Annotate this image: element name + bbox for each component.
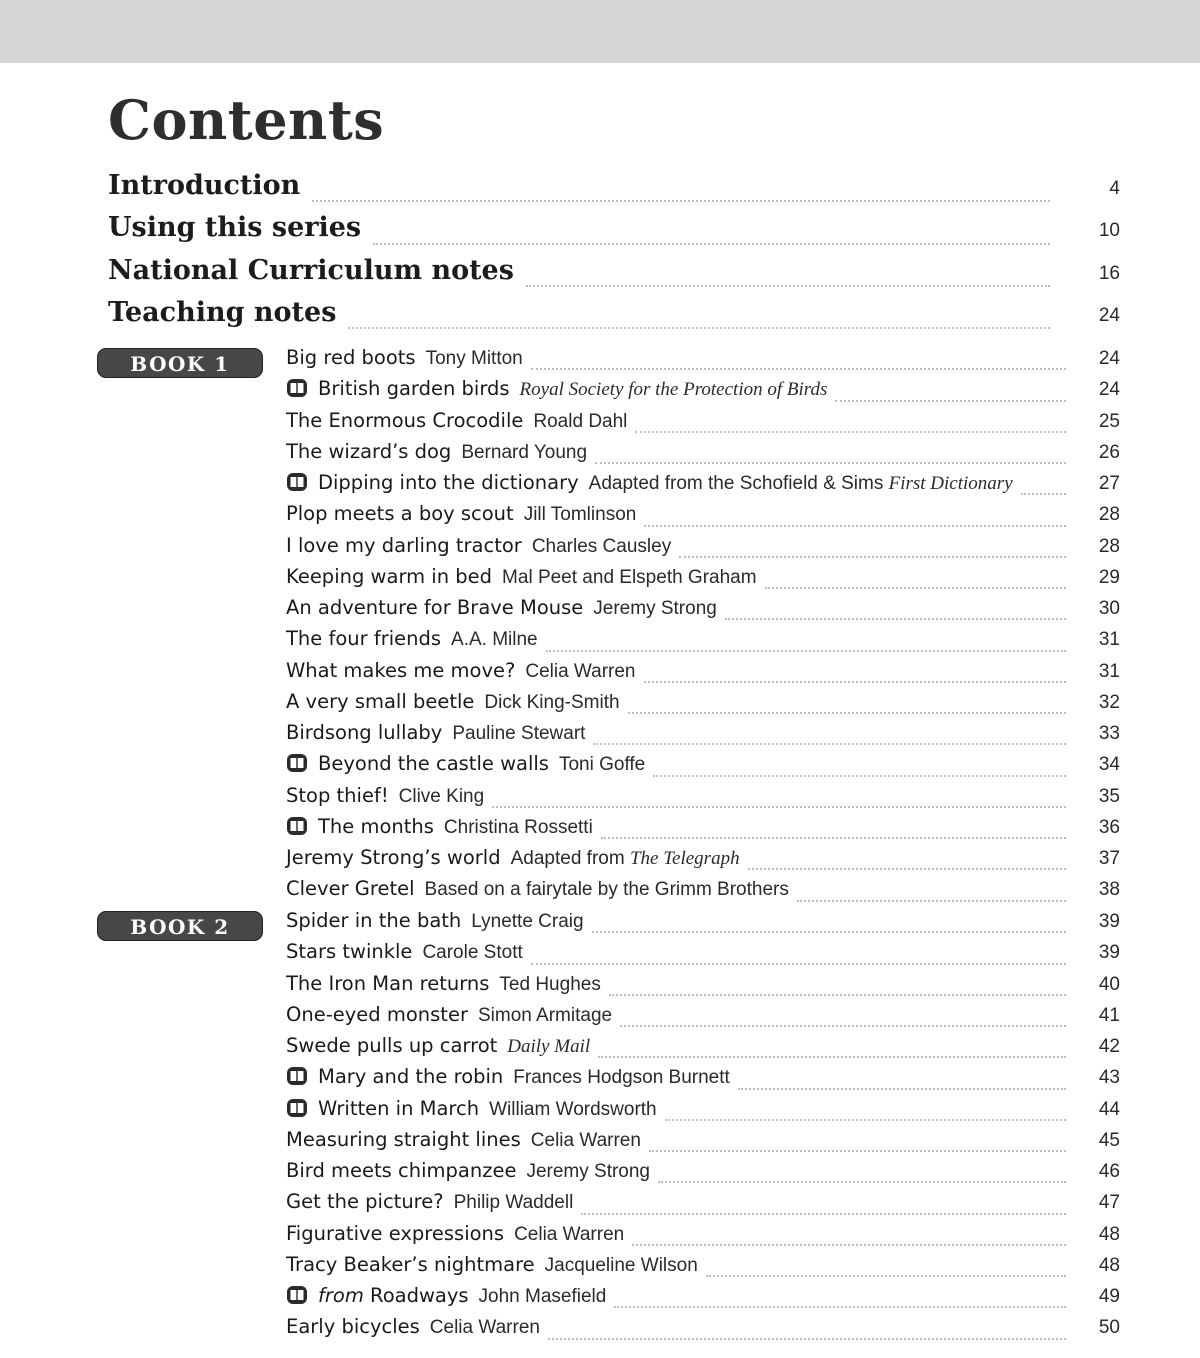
entry-author: A.A. Milne — [451, 629, 538, 651]
entry-author: Pauline Stewart — [452, 723, 586, 744]
entry-author-group — [425, 879, 789, 901]
dot-leader — [531, 963, 1066, 965]
page-number: 28 — [1098, 504, 1120, 526]
dot-leader — [644, 525, 1066, 527]
entry-title-group — [286, 627, 441, 650]
entry-author: Carole Stott — [422, 942, 523, 964]
toc-entry[interactable] — [286, 1128, 1120, 1159]
dot-leader — [765, 587, 1066, 589]
toc-label: Introduction — [108, 170, 301, 201]
dot-leader — [658, 1181, 1066, 1183]
dot-leader — [653, 775, 1066, 777]
entry-author: John Masefield — [478, 1286, 607, 1307]
entry-author-group — [533, 411, 627, 433]
entry-author-group — [589, 473, 1013, 495]
toc-entry[interactable] — [286, 409, 1120, 440]
page-number: 36 — [1098, 816, 1120, 838]
entry-author: Dick King-Smith — [484, 691, 620, 713]
entry-title: Bird meets chimpanzee — [286, 1159, 517, 1182]
entry-title-group — [286, 377, 510, 400]
page-number: 24 — [1098, 379, 1120, 401]
toc-entry[interactable] — [286, 877, 1120, 908]
page-number: 46 — [1098, 1161, 1120, 1182]
entry-author-group — [520, 379, 828, 401]
toc-entry[interactable] — [286, 534, 1120, 565]
page-number: 24 — [1098, 348, 1120, 369]
dot-leader — [649, 1150, 1066, 1152]
dot-leader — [492, 806, 1066, 808]
page-number: 37 — [1098, 848, 1120, 869]
entry-author-group — [507, 1036, 590, 1058]
entry-author-group — [471, 911, 583, 933]
dot-leader — [628, 712, 1066, 714]
entry-title: Early bicycles — [286, 1315, 420, 1339]
dot-leader — [725, 618, 1066, 620]
entry-author-group — [514, 1224, 624, 1246]
toc-entry[interactable] — [286, 346, 1120, 377]
entry-author: Frances Hodgson Burnett — [513, 1067, 730, 1089]
page-number: 47 — [1098, 1192, 1120, 1214]
toc-label: National Curriculum notes — [108, 254, 514, 286]
entry-author: Adapted from the Schofield & Sims — [588, 473, 884, 494]
entry-author-group — [422, 942, 522, 964]
dot-leader — [835, 400, 1066, 402]
page-number: 39 — [1098, 911, 1120, 932]
toc-entry[interactable] — [286, 377, 1120, 408]
page-number: 45 — [1098, 1129, 1120, 1151]
entry-title-group — [286, 784, 389, 807]
entry-title: Spider in the bath — [286, 909, 462, 932]
toc-entry[interactable] — [286, 972, 1120, 1003]
entry-author: Clive King — [398, 785, 485, 807]
dot-leader — [373, 243, 1050, 245]
entry-title-group — [286, 752, 549, 775]
entry-author: Tony Mitton — [425, 348, 523, 369]
entry-title: Jeremy Strong’s world — [286, 846, 501, 869]
toc-entry[interactable] — [286, 502, 1120, 533]
dot-leader — [635, 431, 1066, 433]
entry-author: Jeremy Strong — [593, 598, 717, 619]
entry-author-group — [525, 661, 635, 683]
entry-author-group — [454, 1192, 574, 1214]
entry-author-group — [451, 629, 538, 651]
toc-entry[interactable] — [286, 1253, 1120, 1284]
toc-entry[interactable] — [286, 1065, 1120, 1096]
entry-author: William Wordsworth — [489, 1098, 657, 1120]
dot-leader — [665, 1119, 1066, 1121]
toc-entry[interactable] — [286, 846, 1120, 877]
dot-leader — [601, 837, 1066, 839]
entry-title-group — [286, 409, 523, 432]
entry-title-group — [286, 846, 501, 869]
dot-leader — [546, 650, 1066, 652]
open-book-icon — [286, 472, 308, 492]
entry-title-prefix: from — [318, 1284, 364, 1307]
entry-author-group — [593, 598, 717, 620]
toc-entry[interactable] — [286, 1003, 1120, 1034]
entry-title: An adventure for Brave Mouse — [286, 596, 584, 619]
entry-author-group — [526, 1161, 650, 1183]
entry-source-title: First Dictionary — [888, 473, 1013, 494]
entry-title-group — [286, 440, 451, 463]
entry-author: Celia Warren — [530, 1129, 641, 1151]
entry-author: Mal Peet and Elspeth Graham — [502, 566, 757, 588]
page-number: 48 — [1098, 1254, 1120, 1276]
toc-entry[interactable] — [286, 596, 1120, 627]
entry-title-group — [286, 502, 514, 525]
toc-row-introduction[interactable] — [108, 170, 1120, 212]
entry-title-group — [286, 1003, 468, 1026]
page-number: 39 — [1098, 942, 1120, 964]
entry-title: Tracy Beaker’s nightmare — [286, 1252, 535, 1276]
toc-entry[interactable] — [286, 1284, 1120, 1315]
toc-entry[interactable] — [286, 1034, 1120, 1065]
entry-title: British garden birds — [318, 377, 510, 401]
entry-title: The Iron Man returns — [286, 971, 490, 995]
entry-author-group — [478, 1005, 612, 1027]
open-book-icon — [286, 816, 308, 836]
entry-title: Swede pulls up carrot — [286, 1034, 498, 1057]
entry-title-group — [286, 565, 492, 588]
entry-title: Stop thief! — [286, 783, 389, 807]
entry-author-group — [489, 1099, 657, 1121]
toc-entry[interactable] — [286, 1222, 1120, 1253]
entry-title-group — [286, 596, 583, 619]
entry-title-group — [286, 1034, 497, 1057]
entry-title: Mary and the robin — [318, 1065, 504, 1089]
page-number: 28 — [1098, 535, 1120, 557]
entry-author: Celia Warren — [429, 1317, 540, 1339]
entry-author: Lynette Craig — [471, 911, 584, 932]
entry-author-group — [452, 723, 585, 745]
dot-leader — [592, 931, 1066, 933]
entry-title-group — [286, 1159, 516, 1182]
entry-author-group — [444, 817, 593, 839]
page-number: 29 — [1098, 566, 1120, 588]
entry-title-group — [286, 1128, 521, 1151]
entry-author: Philip Waddell — [453, 1192, 574, 1214]
page-number: 43 — [1098, 1067, 1120, 1089]
entry-title: One-eyed monster — [286, 1002, 468, 1026]
entry-title-group — [286, 940, 412, 963]
entry-author: Daily Mail — [507, 1036, 591, 1057]
page-number: 31 — [1098, 629, 1120, 651]
entry-author: Christina Rossetti — [443, 816, 593, 838]
entry-title-group — [286, 1315, 420, 1338]
toc-entry[interactable] — [286, 1190, 1120, 1221]
dot-leader — [593, 743, 1066, 745]
main-sections-list — [108, 170, 1120, 339]
entry-title: Plop meets a boy scout — [286, 502, 514, 526]
entry-author: Celia Warren — [514, 1223, 625, 1245]
entry-author-group — [532, 536, 671, 558]
toc-entry[interactable] — [286, 909, 1120, 940]
entry-author: Jill Tomlinson — [523, 504, 637, 526]
page-number: 50 — [1098, 1317, 1120, 1339]
dot-leader — [644, 681, 1066, 683]
entry-title: The Enormous Crocodile — [286, 408, 524, 432]
entry-author: Adapted from — [510, 848, 625, 869]
entry-author: Bernard Young — [461, 441, 588, 463]
toc-entry[interactable] — [286, 1097, 1120, 1128]
open-book-icon — [286, 1066, 308, 1086]
entry-title: Clever Gretel — [286, 877, 415, 901]
dot-leader — [620, 1025, 1066, 1027]
dot-leader — [706, 1275, 1066, 1277]
page-number: 41 — [1098, 1004, 1120, 1026]
entry-author: Jacqueline Wilson — [544, 1254, 698, 1276]
toc-entry[interactable] — [286, 1315, 1120, 1346]
dot-leader — [531, 368, 1066, 370]
entry-author: Based on a fairytale by the Grimm Brothers — [424, 879, 789, 901]
dot-leader — [598, 1056, 1066, 1058]
toc-entry[interactable] — [286, 627, 1120, 658]
page-number: 31 — [1098, 660, 1120, 682]
entry-author-group — [430, 1317, 540, 1339]
page-number: 25 — [1098, 410, 1120, 432]
dot-leader — [632, 1244, 1066, 1246]
entry-title-group — [286, 471, 579, 494]
entry-title: A very small beetle — [286, 689, 475, 713]
entry-title: Roadways — [370, 1284, 469, 1307]
book-2-entries — [286, 909, 1120, 1347]
entry-author-group — [524, 504, 637, 526]
open-book-icon — [286, 753, 308, 773]
entry-author-group — [502, 567, 757, 589]
toc-entry[interactable] — [286, 471, 1120, 502]
entry-title: Stars twinkle — [286, 940, 413, 964]
entry-author: Ted Hughes — [499, 973, 601, 995]
toc-entry[interactable] — [286, 690, 1120, 721]
dot-leader — [595, 462, 1066, 464]
entry-author: Toni Goffe — [558, 754, 646, 776]
book-2-badge: BOOK 2 — [97, 911, 263, 941]
page-number: 38 — [1098, 879, 1120, 901]
entry-title: Big red boots — [286, 346, 416, 369]
dot-leader — [348, 327, 1050, 329]
entry-title-group — [286, 972, 489, 995]
page-number: 27 — [1098, 473, 1120, 494]
entry-title-group — [286, 690, 474, 713]
page-number: 42 — [1098, 1036, 1120, 1057]
entry-title: The four friends — [286, 627, 442, 651]
toc-entry[interactable] — [286, 565, 1120, 596]
toc-entry[interactable] — [286, 784, 1120, 815]
entry-author-group — [479, 1286, 607, 1308]
page-number: 16 — [1098, 262, 1120, 284]
toc-entry[interactable] — [286, 752, 1120, 783]
page-number: 10 — [1098, 220, 1120, 242]
dot-leader — [581, 1213, 1066, 1215]
entry-title: Written in March — [318, 1096, 480, 1120]
page-number: 49 — [1098, 1286, 1120, 1307]
entry-source-title: The Telegraph — [629, 848, 740, 869]
page-number: 4 — [1109, 178, 1120, 199]
page-number: 32 — [1098, 691, 1120, 713]
page-title: Contents — [108, 88, 385, 152]
dot-leader — [614, 1306, 1066, 1308]
entry-title: Measuring straight lines — [286, 1127, 521, 1151]
toc-row-national-curriculum-notes[interactable] — [108, 255, 1120, 297]
toc-entry[interactable] — [286, 940, 1120, 971]
entry-title: The months — [318, 814, 434, 838]
toc-entry[interactable] — [286, 440, 1120, 471]
entry-title-group — [286, 659, 515, 682]
dot-leader — [548, 1338, 1066, 1340]
entry-author-group — [511, 848, 740, 870]
dot-leader — [526, 285, 1050, 287]
dot-leader — [748, 868, 1066, 870]
entry-title: Dipping into the dictionary — [318, 471, 579, 494]
entry-author: Jeremy Strong — [526, 1161, 650, 1182]
entry-author-group — [399, 786, 485, 808]
entry-title-group — [286, 1284, 469, 1307]
entry-title: Figurative expressions — [286, 1221, 505, 1245]
entry-author-group — [531, 1130, 641, 1152]
entry-title-group — [286, 1190, 444, 1213]
dot-leader — [609, 994, 1066, 996]
entry-author-group — [499, 974, 600, 996]
dot-leader — [738, 1088, 1066, 1090]
toc-entry[interactable] — [286, 721, 1120, 752]
entry-title: Birdsong lullaby — [286, 721, 443, 744]
page-number: 35 — [1098, 785, 1120, 807]
entry-author: Roald Dahl — [533, 410, 628, 432]
page-number: 40 — [1098, 973, 1120, 995]
entry-title-group — [286, 346, 416, 369]
entry-author: Charles Causley — [531, 535, 672, 557]
toc-row-using-this-series[interactable] — [108, 212, 1120, 254]
open-book-icon — [286, 1285, 308, 1305]
entry-title-group — [286, 1222, 504, 1245]
entry-author-group — [484, 692, 619, 714]
entry-title-group — [286, 1253, 535, 1276]
entry-title-group — [286, 1097, 479, 1120]
entry-title: Keeping warm in bed — [286, 564, 493, 588]
entry-title-group — [286, 1065, 503, 1088]
entry-title-group — [286, 534, 522, 557]
entry-title-group — [286, 877, 415, 900]
entry-author-group — [426, 348, 523, 370]
page-number: 26 — [1098, 441, 1120, 463]
entry-author-group — [513, 1067, 730, 1089]
entry-title-group — [286, 815, 434, 838]
entry-title: What makes me move? — [286, 658, 516, 682]
toc-entry[interactable] — [286, 659, 1120, 690]
entry-title: Beyond the castle walls — [318, 752, 549, 776]
open-book-icon — [286, 378, 308, 398]
page-number: 24 — [1098, 304, 1120, 326]
page-number: 33 — [1098, 723, 1120, 744]
entry-author-group — [559, 754, 645, 776]
page-number: 44 — [1098, 1098, 1120, 1120]
entry-title: Get the picture? — [286, 1190, 444, 1214]
entry-title-group — [286, 909, 461, 932]
open-book-icon — [286, 1098, 308, 1118]
entry-title: The wizard’s dog — [286, 439, 452, 463]
entry-author: Royal Society for the Protection of Birds — [519, 379, 828, 401]
toc-entry[interactable] — [286, 815, 1120, 846]
dot-leader — [1021, 493, 1066, 495]
entry-title-group — [286, 721, 442, 744]
entry-author-group — [545, 1255, 698, 1277]
top-bar — [0, 0, 1200, 63]
entry-author-group — [461, 442, 587, 464]
page-number: 34 — [1098, 754, 1120, 776]
entry-title: I love my darling tractor — [286, 533, 522, 557]
book-1-badge: BOOK 1 — [97, 348, 263, 378]
toc-row-teaching-notes[interactable] — [108, 297, 1120, 339]
dot-leader — [797, 900, 1066, 902]
toc-label: Teaching notes — [108, 296, 337, 328]
page-number: 48 — [1098, 1223, 1120, 1245]
toc-entry[interactable] — [286, 1159, 1120, 1190]
dot-leader — [312, 200, 1050, 202]
entry-author: Simon Armitage — [477, 1004, 613, 1026]
page-number: 30 — [1098, 598, 1120, 619]
entry-author: Celia Warren — [525, 660, 636, 682]
book-1-entries — [286, 346, 1120, 909]
toc-label: Using this series — [108, 212, 362, 244]
dot-leader — [679, 556, 1066, 558]
